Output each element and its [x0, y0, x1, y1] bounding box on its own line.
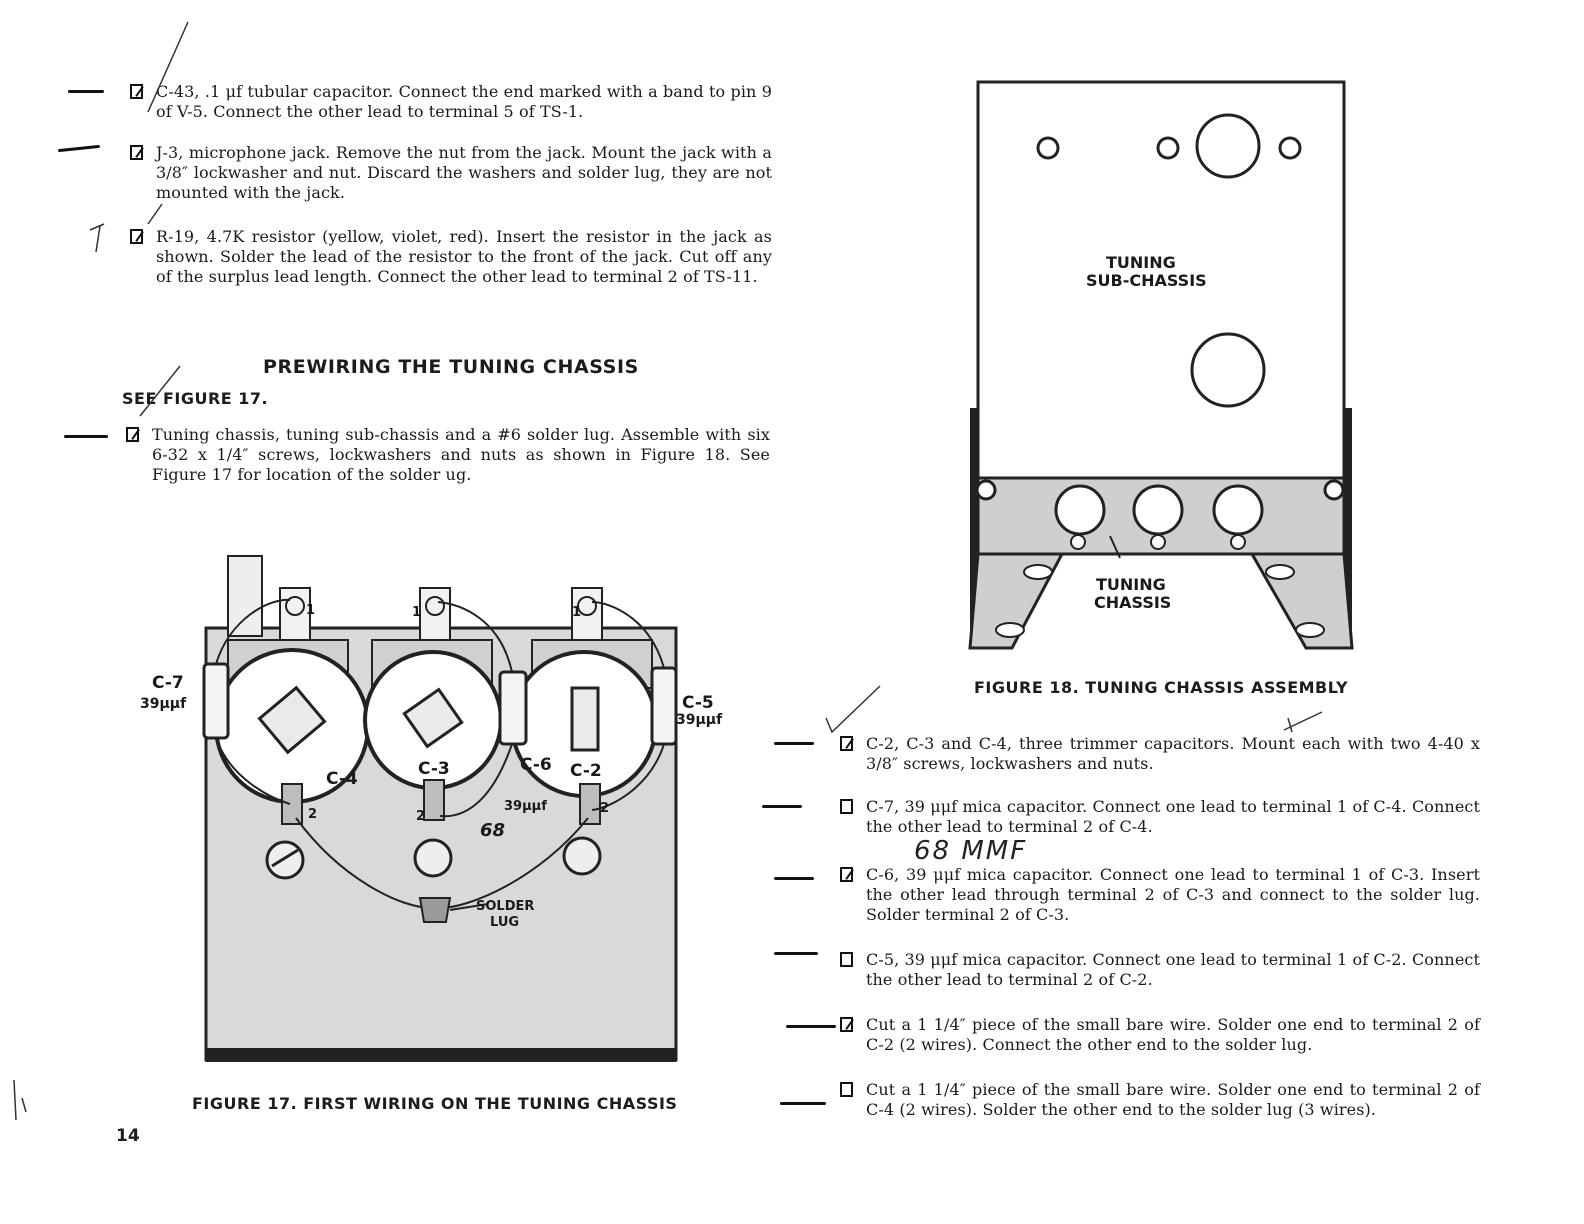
step-text: Cut a 1 1/4″ piece of the small bare wire. Solder one end to terminal 2 of C-2 (2 wires). Connect the other end to the solder lug. [866, 1015, 1480, 1054]
figure-18-drawing [962, 78, 1362, 658]
step-checkbox[interactable] [130, 84, 143, 99]
figure-18-caption: FIGURE 18. TUNING CHASSIS ASSEMBLY [974, 678, 1349, 697]
label-tuning-sub-1: TUNING [1106, 253, 1176, 272]
step-text: Tuning chassis, tuning sub-chassis and a #6 solder lug. Assemble with six 6-32 x 1/4″ screws, lockwashers and nuts as shown in Figure 18. See Figure 17 for location of the solder ug. [152, 425, 770, 484]
step-text: C-6, 39 μμf mica capacitor. Connect one lead to terminal 1 of C-3. Insert the other lead through terminal 2 of C-3 and connect to the solder lug. Solder terminal 2 of C-3. [866, 865, 1480, 924]
step-checkbox[interactable] [840, 952, 853, 967]
step-bare-wire-c2 [866, 1015, 1480, 1055]
terminal-1-c4: 1 [306, 603, 316, 618]
sub-chassis-hole [1280, 138, 1300, 158]
step-tuning-chassis [152, 425, 770, 485]
label-c6: C-6 [520, 755, 552, 775]
step-marker [786, 1025, 836, 1028]
step-trimmers [866, 734, 1480, 774]
terminal-2-c3: 2 [416, 809, 426, 824]
page-number: 14 [116, 1126, 140, 1146]
terminal-2-c2: 2 [600, 801, 610, 816]
pencil-stroke [14, 1080, 26, 1120]
step-checkbox[interactable] [840, 1082, 853, 1097]
step-c43 [156, 82, 772, 122]
step-text: J-3, microphone jack. Remove the nut from the jack. Mount the jack with a 3/8″ lockwasher and nut. Discard the washers and solder lug, they are not mounted with the jack. [156, 143, 772, 202]
terminal-2-c4: 2 [308, 807, 318, 822]
step-checkbox[interactable] [126, 427, 139, 442]
label-tuning-chassis-2: CHASSIS [1094, 593, 1172, 612]
label-c2: C-2 [570, 761, 602, 781]
step-checkbox[interactable] [130, 145, 143, 160]
label-tuning-chassis-1: TUNING [1096, 575, 1166, 594]
step-text: C-5, 39 μμf mica capacitor. Connect one lead to terminal 1 of C-2. Connect the other lead to terminal 2 of C-2. [866, 950, 1480, 989]
capacitor-c5 [652, 668, 676, 744]
pencil-stroke [90, 224, 104, 252]
label-c7-value: 39μμf [140, 696, 187, 712]
figure-17-drawing [140, 548, 723, 1068]
step-j3 [156, 143, 772, 203]
step-marker [774, 742, 814, 745]
step-marker [780, 1102, 826, 1105]
pencil-stroke [148, 204, 162, 224]
step-checkbox[interactable] [840, 799, 853, 814]
step-marker [58, 145, 100, 152]
step-text: C-7, 39 μμf mica capacitor. Connect one lead to terminal 1 of C-4. Connect the other lead to terminal 2 of C-4. [866, 797, 1480, 836]
sub-chassis-large-hole [1197, 115, 1259, 177]
step-checkbox[interactable] [840, 736, 853, 751]
pencil-stroke [1284, 712, 1322, 732]
tuning-chassis [970, 478, 1352, 648]
label-tuning-sub-2: SUB-CHASSIS [1086, 271, 1207, 290]
step-text: C-43, .1 μf tubular capacitor. Connect the end marked with a band to pin 9 of V-5. Connect the other lead to terminal 5 of TS-1. [156, 82, 772, 121]
section-see: SEE FIGURE 17. [122, 389, 269, 408]
pencil-stroke [826, 686, 880, 732]
capacitor-c7 [204, 664, 228, 738]
figure-17-caption: FIGURE 17. FIRST WIRING ON THE TUNING CHASSIS [192, 1094, 678, 1113]
label-c5-value: 39μμf [676, 712, 723, 728]
step-checkbox[interactable] [840, 1017, 853, 1032]
step-c5 [866, 950, 1480, 990]
label-c3: C-3 [418, 759, 450, 779]
step-c7 [866, 797, 1480, 837]
terminal-1-c3: 1 [412, 605, 422, 620]
chassis-edge [206, 1048, 676, 1062]
step-text: C-2, C-3 and C-4, three trimmer capacitors. Mount each with two 4-40 x 3/8″ screws, lockwashers and nuts. [866, 734, 1480, 773]
step-bare-wire-c4 [866, 1080, 1480, 1120]
handwritten-68: 68 [480, 820, 506, 841]
wire-bundle [228, 556, 262, 636]
step-marker [68, 90, 104, 93]
step-text: R-19, 4.7K resistor (yellow, violet, red). Insert the resistor in the jack as shown. Solder the lead of the resistor to the front of the jack. Cut off any of the surplus lead length. Connect the other lead to terminal 2 of TS-11. [156, 227, 772, 286]
step-checkbox[interactable] [130, 229, 143, 244]
step-text: Cut a 1 1/4″ piece of the small bare wire. Solder one end to terminal 2 of C-4 (2 wires). Solder the other end to the solder lug (3 wires). [866, 1080, 1480, 1119]
step-marker [762, 805, 802, 808]
section-title: PREWIRING THE TUNING CHASSIS [263, 356, 639, 378]
handwritten-note-68mmf: 68 MMF [914, 836, 1028, 866]
step-checkbox[interactable] [840, 867, 853, 882]
label-c5: C-5 [682, 693, 714, 713]
sub-chassis-hole [1038, 138, 1058, 158]
step-marker [64, 435, 108, 438]
sub-chassis-large-hole [1192, 334, 1264, 406]
step-c6 [866, 865, 1480, 925]
label-lug: LUG [490, 915, 520, 930]
capacitor-c6 [500, 672, 526, 744]
label-solder: SOLDER [476, 899, 535, 914]
sub-chassis-hole [1158, 138, 1178, 158]
label-c6-value: 39μμf [504, 799, 547, 814]
solder-lug [420, 898, 450, 922]
label-c7: C-7 [152, 673, 184, 693]
step-marker [774, 877, 814, 880]
step-marker [774, 952, 818, 955]
terminal-1-c2: 1 [572, 605, 582, 620]
label-c4: C-4 [326, 769, 358, 789]
step-r19 [156, 227, 772, 287]
